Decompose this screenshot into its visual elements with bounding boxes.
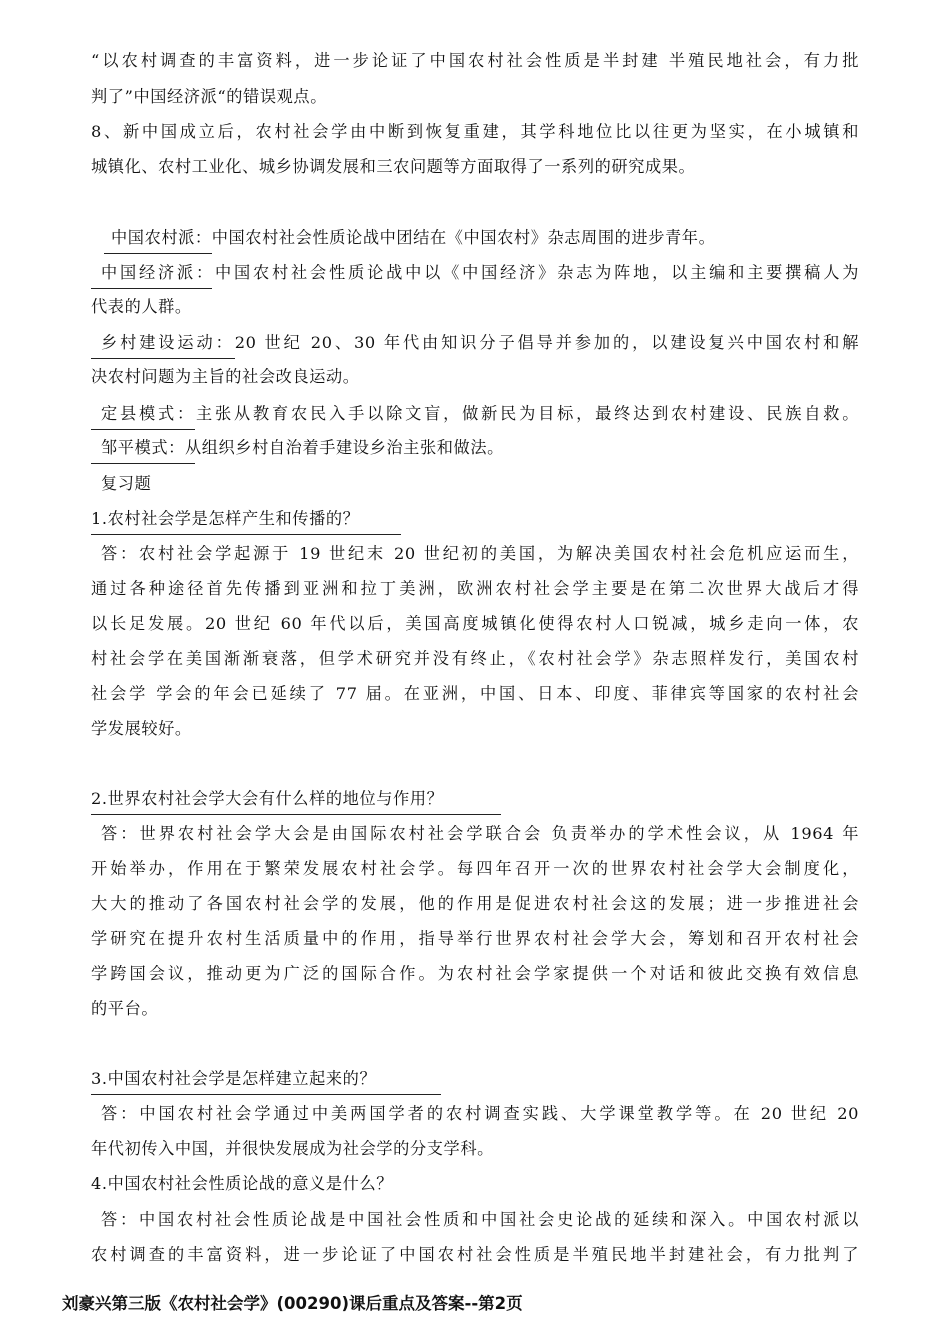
term-label: 乡村建设运动： (101, 333, 235, 352)
term-underline (104, 253, 212, 254)
paragraph-line: “以农村调查的丰富资料，进一步论证了中国农村社会性质是半封建 半殖民地社会，有力批 (91, 51, 859, 70)
term-text: 20 世纪 20、30 年代由知识分子倡导并参加的，以建设复兴中国农村和解 (234, 333, 859, 352)
answer-line: 的平台。 (91, 999, 159, 1018)
answer-line: 答：农村社会学起源于 19 世纪末 20 世纪初的美国，为解决美国农村社会危机应运而生， (101, 544, 859, 563)
term-definition (101, 403, 859, 425)
answer-line: 答：中国农村社会性质论战是中国社会性质和中国社会史论战的延续和深入。中国农村派以 (101, 1210, 859, 1229)
term-label: 中国经济派： (101, 263, 216, 282)
answer-line: 大大的推动了各国农村社会学的发展，他的作用是促进农村社会这的发展；进一步推进社会 (91, 894, 859, 913)
term-definition (111, 227, 715, 249)
paragraph-line: 判了”中国经济派“的错误观点。 (91, 87, 327, 106)
answer-line: 答：世界农村社会学大会是由国际农村社会学联合会 负责举办的学术性会议，从 1964 年 (101, 824, 859, 843)
answer-line: 以长足发展。20 世纪 60 年代以后，美国高度城镇化使得农村人口锐减，城乡走向一体，农 (91, 614, 859, 633)
answer-line: 年代初传入中国，并很快发展成为社会学的分支学科。 (91, 1139, 494, 1158)
term-text: 从组织乡村自治着手建设乡治主张和做法。 (184, 438, 504, 457)
term-underline (91, 463, 195, 464)
answer-line: 农村调查的丰富资料，进一步论证了中国农村社会性质是半殖民地半封建社会，有力批判了 (91, 1245, 859, 1264)
question-title: 1.农村社会学是怎样产生和传播的？ (91, 509, 360, 528)
answer-line: 学跨国会议，推动更为广泛的国际合作。为农村社会学家提供一个对话和彼此交换有效信息 (91, 964, 859, 983)
question-title: 3.中国农村社会学是怎样建立起来的？ (91, 1069, 377, 1088)
term-text-continuation: 决农村问题为主旨的社会改良运动。 (91, 367, 360, 386)
term-text: 中国农村社会性质论战中以《中国经济》杂志为阵地，以主编和主要撰稿人为 (215, 263, 859, 282)
term-definition (101, 437, 504, 459)
term-label: 中国农村派： (111, 228, 212, 247)
answer-line: 村社会学在美国渐渐衰落，但学术研究并没有终止，《农村社会学》杂志照样发行，美国农村 (91, 649, 859, 668)
question-title: 2.世界农村社会学大会有什么样的地位与作用？ (91, 789, 444, 808)
paragraph-line: 8、新中国成立后，农村社会学由中断到恢复重建，其学科地位比以往更为坚实，在小城镇和 (91, 122, 859, 141)
review-heading: 复习题 (101, 474, 152, 493)
answer-line: 答：中国农村社会学通过中美两国学者的农村调查实践、大学课堂教学等。在 20 世纪 20 (101, 1104, 859, 1123)
question-title: 4.中国农村社会性质论战的意义是什么？ (91, 1174, 394, 1193)
term-underline (91, 429, 195, 430)
term-definition (101, 262, 859, 284)
term-text: 中国农村社会性质论战中团结在《中国农村》杂志周围的进步青年。 (211, 228, 716, 247)
question-underline (91, 1094, 441, 1095)
term-label: 定县模式： (101, 404, 197, 423)
term-text-continuation: 代表的人群。 (91, 297, 192, 316)
question-underline (91, 534, 401, 535)
question-underline (91, 814, 501, 815)
term-underline (91, 358, 235, 359)
term-definition (101, 332, 859, 354)
term-label: 邹平模式： (101, 438, 185, 457)
page-footer: 刘豪兴第三版《农村社会学》(00290)课后重点及答案--第2页 (62, 1294, 523, 1313)
term-underline (91, 288, 212, 289)
paragraph-line: 城镇化、农村工业化、城乡协调发展和三农问题等方面取得了一系列的研究成果。 (91, 157, 696, 176)
answer-line: 学发展较好。 (91, 719, 192, 738)
answer-line: 学研究在提升农村生活质量中的作用，指导举行世界农村社会学大会，筹划和召开农村社会 (91, 929, 859, 948)
answer-line: 通过各种途径首先传播到亚洲和拉丁美洲，欧洲农村社会学主要是在第二次世界大战后才得 (91, 579, 859, 598)
answer-line: 社会学 学会的年会已延续了 77 届。在亚洲，中国、日本、印度、菲律宾等国家的农村社会 (91, 684, 859, 703)
answer-line: 开始举办，作用在于繁荣发展农村社会学。每四年召开一次的世界农村社会学大会制度化， (91, 859, 859, 878)
term-text: 主张从教育农民入手以除文盲，做新民为目标，最终达到农村建设、民族自救。 (196, 404, 860, 423)
